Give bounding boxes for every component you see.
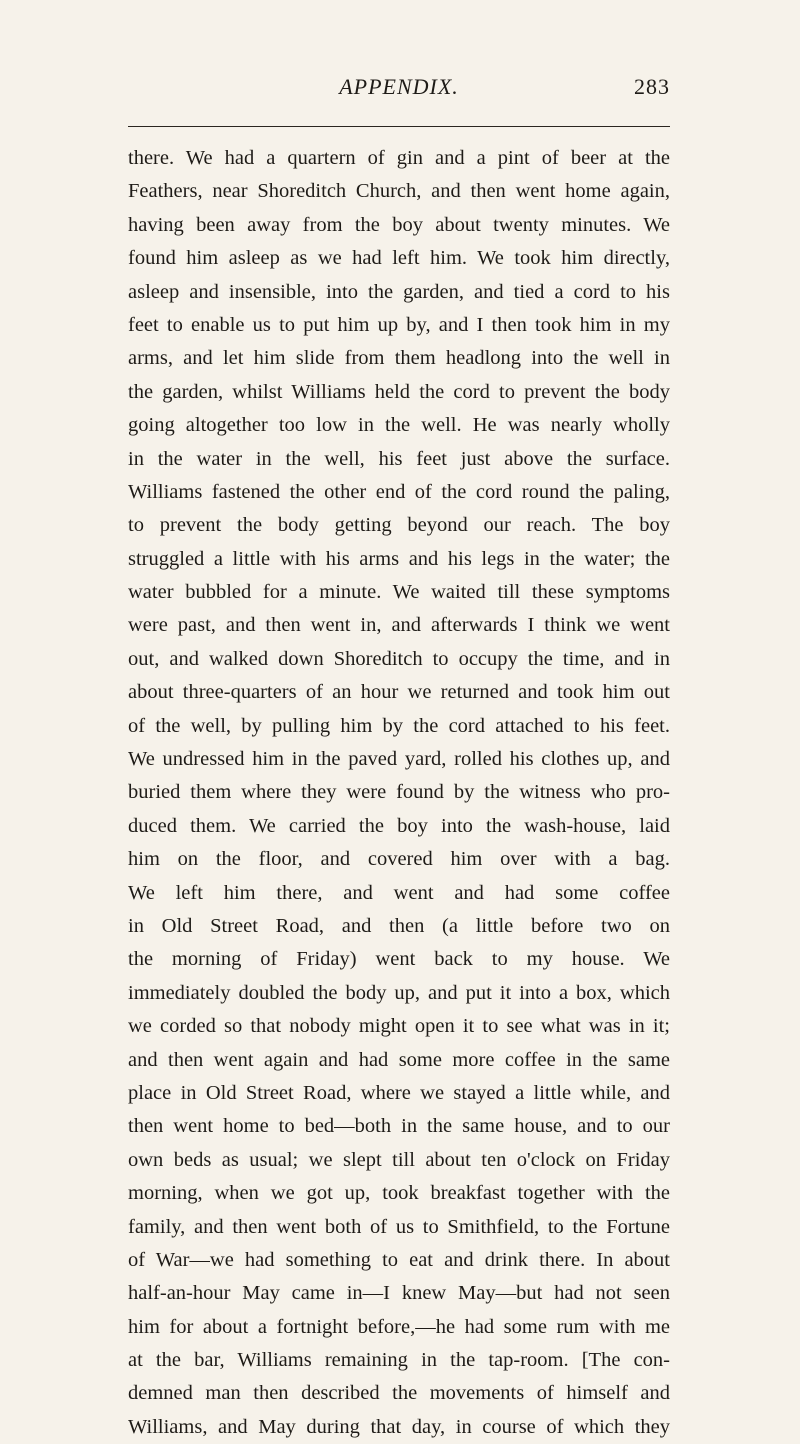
text-line: about three-quarters of an hour we returned and took him out — [128, 681, 670, 704]
text-line: family, and then went both of us to Smithfield, to the Fortune — [128, 1215, 670, 1238]
text-line: of the well, by pulling him by the cord attached to his feet. — [128, 714, 670, 737]
text-line: in Old Street Road, and then (a little before two on — [128, 914, 670, 937]
text-line: We left him there, and went and had some coffee — [128, 881, 670, 904]
running-head — [128, 68, 670, 108]
page-number: 283 — [634, 74, 670, 99]
text-line: place in Old Street Road, where we stayed a little while, and — [128, 1081, 670, 1104]
text-line: in the water in the well, his feet just above the surface. — [128, 447, 670, 470]
text-line: demned man then described the movements of himself and — [128, 1382, 670, 1405]
text-line: duced them. We carried the boy into the wash-house, laid — [128, 814, 670, 837]
text-line: him on the floor, and covered him over with a bag. — [128, 848, 670, 871]
text-line: of War—we had something to eat and drink there. In about — [128, 1248, 670, 1271]
text-line: out, and walked down Shoreditch to occupy the time, and in — [128, 647, 670, 670]
text-line: arms, and let him slide from them headlong into the well in — [128, 347, 670, 370]
body-text — [128, 142, 670, 1444]
text-line: at the bar, Williams remaining in the tap-room. [The con- — [128, 1349, 670, 1372]
text-line: feet to enable us to put him up by, and I then took him in my — [128, 313, 670, 336]
text-line: immediately doubled the body up, and put it into a box, which — [128, 981, 670, 1004]
text-line: buried them where they were found by the witness who pro- — [128, 781, 670, 804]
text-line: we corded so that nobody might open it to see what was in it; — [128, 1015, 670, 1038]
text-line: going altogether too low in the well. He was nearly wholly — [128, 414, 670, 437]
header-rule — [128, 126, 670, 127]
text-line: We undressed him in the paved yard, rolled his clothes up, and — [128, 748, 670, 771]
text-line: and then went again and had some more coffee in the same — [128, 1048, 670, 1071]
text-line: Feathers, near Shoreditch Church, and then went home again, — [128, 180, 670, 203]
text-line: were past, and then went in, and afterwards I think we went — [128, 614, 670, 637]
text-line: the morning of Friday) went back to my house. We — [128, 948, 670, 971]
text-line: him for about a fortnight before,—he had some rum with me — [128, 1315, 670, 1338]
text-line: water bubbled for a minute. We waited till these symptoms — [128, 581, 670, 604]
text-line: the garden, whilst Williams held the cord to prevent the body — [128, 380, 670, 403]
text-line: to prevent the body getting beyond our reach. The boy — [128, 514, 670, 537]
text-line: there. We had a quartern of gin and a pint of beer at the — [128, 147, 670, 169]
running-title: APPENDIX. — [339, 74, 459, 99]
text-line: having been away from the boy about twenty minutes. We — [128, 213, 670, 236]
text-line: own beds as usual; we slept till about ten o'clock on Friday — [128, 1148, 670, 1171]
text-line: asleep and insensible, into the garden, and tied a cord to his — [128, 280, 670, 303]
text-line: half-an-hour May came in—I knew May—but had not seen — [128, 1282, 670, 1305]
text-line: Williams, and May during that day, in course of which they — [128, 1415, 670, 1438]
text-line: found him asleep as we had left him. We took him directly, — [128, 247, 670, 270]
text-line: Williams fastened the other end of the cord round the paling, — [128, 480, 670, 503]
text-line: then went home to bed—both in the same house, and to our — [128, 1115, 670, 1138]
text-line: morning, when we got up, took breakfast together with the — [128, 1182, 670, 1205]
text-line: struggled a little with his arms and his legs in the water; the — [128, 547, 670, 570]
